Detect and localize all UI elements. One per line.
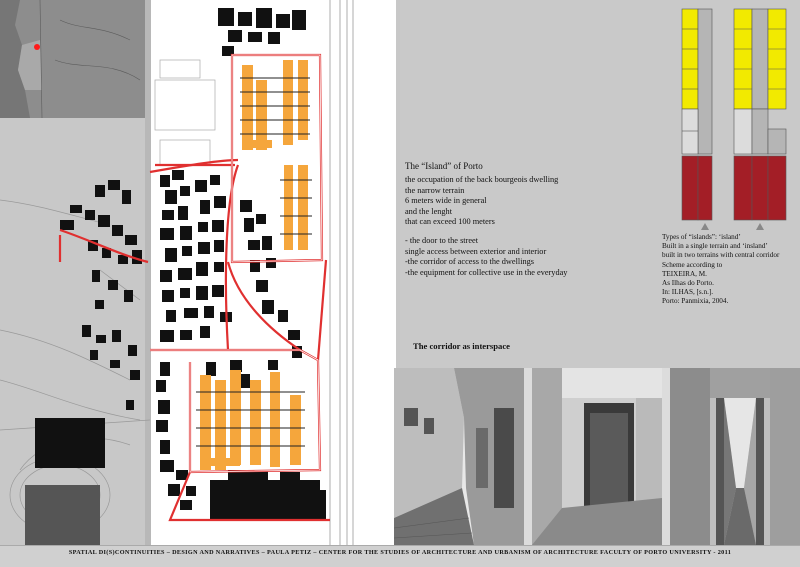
types-line: Built in a single terrain and ‘insland’ [662, 242, 768, 251]
types-line: Types of “islands”: ‘island’ [662, 233, 741, 241]
footer-credit: SPATIAL DI(S)CONTINUITIES – DESIGN AND NARRATIVES – PAULA PETIZ – CENTER FOR THE STUDIES OF ARCHITECTURE AND URBANISM OF ARCHITECTURE FACULTY OF PORTO UNIVERSITY - 2011 [68, 549, 732, 556]
corridor-title: The corridor as interspace [413, 341, 510, 351]
island-types-scheme [672, 4, 800, 234]
types-line: built in two terrains with central corridor [662, 251, 780, 260]
types-line: In: ILHAS, [s.n.]. [662, 288, 714, 297]
feature-line: single access between exterior and interior [405, 246, 547, 256]
doorway-photo [532, 368, 662, 545]
types-line: Scheme according to [662, 260, 723, 269]
feature-line: -the corridor of access to the dwellings [405, 257, 535, 267]
description-line: the narrow terrain [405, 185, 465, 195]
description-line: and the lenght [405, 206, 453, 216]
island-title: The “Island” of Porto [405, 161, 483, 171]
corridor-photo [670, 368, 800, 545]
description-text [405, 161, 645, 278]
description-line: that can exceed 100 meters [405, 217, 495, 227]
types-caption [662, 233, 800, 307]
site-plan-map [0, 0, 400, 545]
feature-line: -the equipment for collective use in the everyday [405, 267, 568, 277]
description-line: 6 meters wide in general [405, 196, 487, 206]
types-line: Porto: Panmixia, 2004. [662, 297, 729, 306]
photo-strip [394, 368, 800, 545]
location-marker-icon [34, 44, 40, 50]
feature-line: - the door to the street [405, 235, 479, 245]
street-photo [394, 368, 524, 545]
description-line: the occupation of the back bourgeois dwelling [405, 175, 559, 184]
locator-map [0, 0, 145, 118]
types-line: As Ilhas do Porto. [662, 279, 714, 288]
types-line: TEIXEIRA, M. [662, 269, 707, 278]
